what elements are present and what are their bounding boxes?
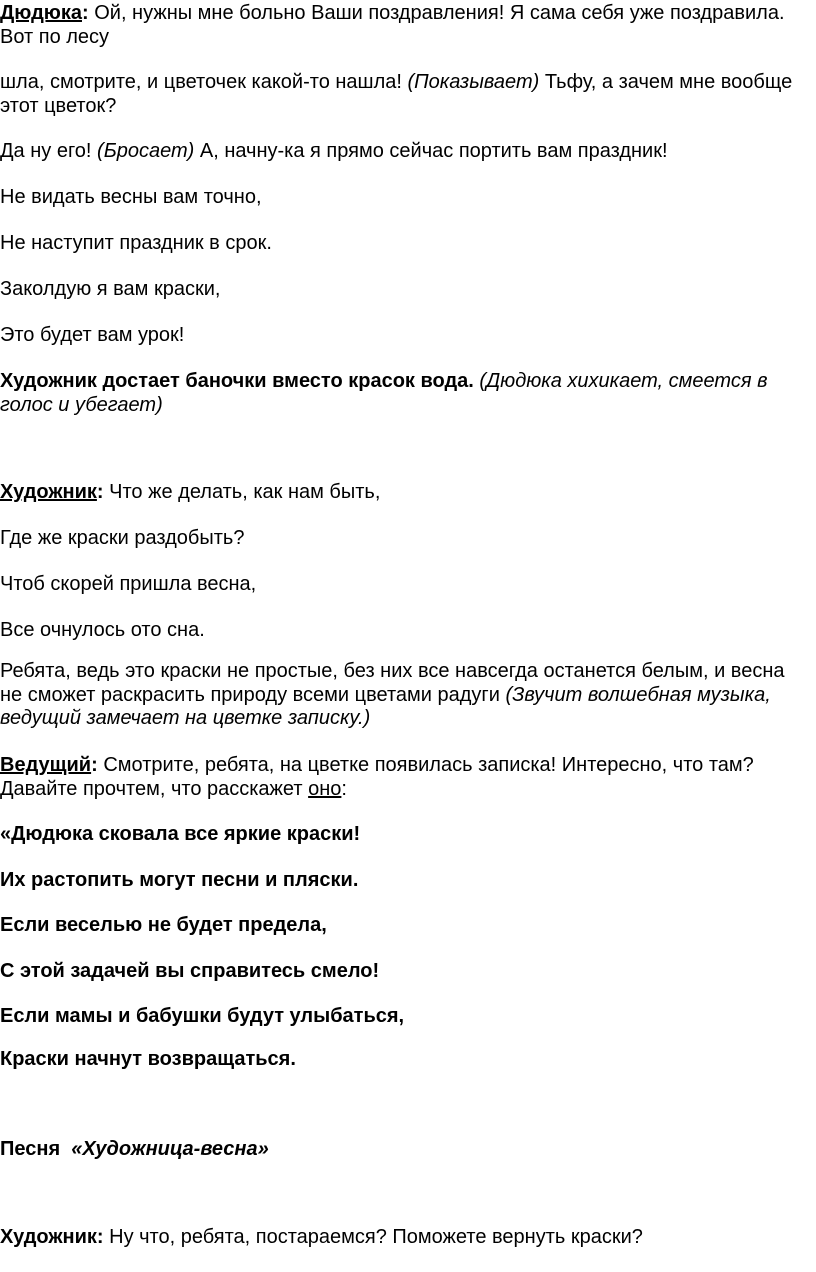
paragraph-dudyuka-intro: [0, 2, 812, 49]
verse-line: Это будет вам урок!: [0, 324, 185, 346]
paragraph-throw: [0, 140, 812, 164]
note-verse-line: Если мамы и бабушки будут улыбаться,: [0, 1005, 405, 1027]
dialogue-text: шла, смотрите, и цветочек какой-то нашла!: [0, 71, 408, 93]
verse-line: Чтоб скорей пришла весна,: [0, 573, 257, 595]
stage-direction: (Показывает): [407, 71, 540, 93]
dialogue-text: Что же делать, как нам быть,: [103, 481, 381, 503]
speaker-name: Ведущий: [0, 754, 92, 776]
dialogue-text: Ну что, ребята, постараемся? Поможете вернуть краски?: [103, 1226, 643, 1248]
song-title: «Художница-весна»: [71, 1138, 269, 1160]
speaker-name: Дюдюка: [0, 2, 82, 24]
note-verse-line: Краски начнут возвращаться.: [0, 1048, 296, 1070]
dialogue-text: Ой, нужны мне больно Ваши поздравления! Я сама себя уже поздравила. Вот по лесу: [0, 2, 785, 48]
dialogue-text: Тьфу, а зачем мне вообще этот цветок?: [0, 71, 793, 117]
verse-line: Не наступит праздник в срок.: [0, 232, 272, 254]
paragraph-artist-speech: [0, 481, 812, 505]
note-verse-line: Их растопить могут песни и пляски.: [0, 869, 359, 891]
verse-line: Заколдую я вам краски,: [0, 278, 221, 300]
speaker-name: Художник: [0, 481, 97, 503]
stage-direction: (Звучит волшебная музыка, ведущий замечает на цветке записку.): [0, 683, 771, 729]
note-verse-line: «Дюдюка сковала все яркие краски!: [0, 823, 361, 845]
song-label: Песня: [0, 1138, 72, 1160]
dialogue-text: А, начну-ка я прямо сейчас портить вам праздник!: [194, 140, 668, 162]
underlined-word: оно: [308, 777, 342, 800]
song-heading: [0, 1138, 812, 1162]
stage-direction: (Бросает): [97, 140, 195, 162]
note-verse-line: Если веселью не будет предела,: [0, 914, 327, 936]
paragraph-artist-action: [0, 370, 812, 417]
paragraph-flower: [0, 71, 812, 118]
speaker-colon: :: [91, 754, 98, 776]
speaker-name: Художник:: [0, 1226, 104, 1248]
verse-line: Где же краски раздобыть?: [0, 527, 245, 549]
paragraph-paints: [0, 660, 812, 731]
dialogue-text: Да ну его!: [0, 140, 98, 162]
speaker-colon: :: [81, 2, 89, 24]
punctuation: :: [341, 777, 347, 800]
dialogue-text: Смотрите, ребята, на цветке появилась записка! Интересно, что там? Давайте прочтем, что расскажет: [0, 754, 754, 800]
action-text: Художник достает баночки вместо красок вода.: [0, 370, 474, 392]
stage-direction: (Дюдюка хихикает, смеется в голос и убегает): [0, 370, 768, 416]
speaker-colon: :: [96, 481, 104, 503]
verse-line: Не видать весны вам точно,: [0, 186, 262, 208]
note-verse-line: С этой задачей вы справитесь смело!: [0, 960, 380, 982]
verse-line: Все очнулось ото сна.: [0, 619, 205, 641]
paragraph-artist-final: [0, 1226, 812, 1250]
dialogue-text: Ребята, ведь это краски не простые, без них все навсегда останется белым, и весна не сможет раскрасить природу всеми цветами радуги: [0, 660, 785, 706]
paragraph-host: [0, 754, 812, 801]
